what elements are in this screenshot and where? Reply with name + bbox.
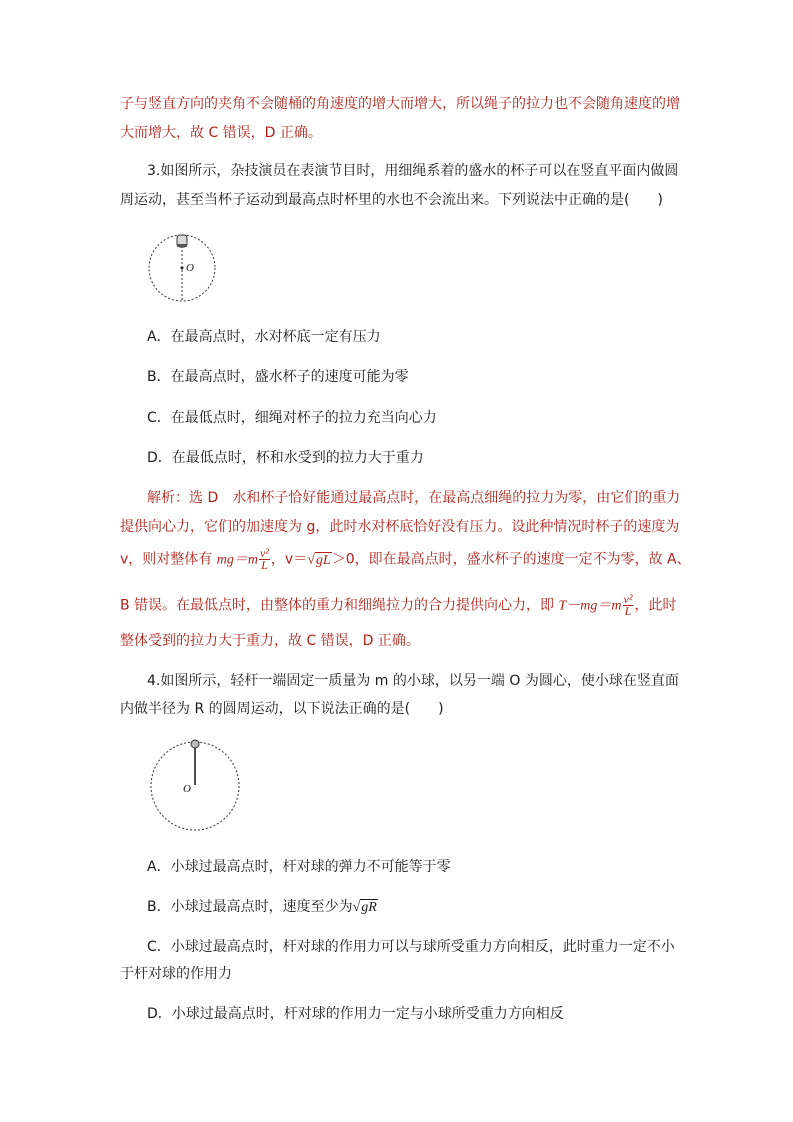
q3-option-a: A．在最高点时，水对杯底一定有压力 — [147, 329, 381, 345]
q4-option-c-line-2: 于杆对球的作用力 — [120, 966, 232, 982]
q4-option-b-text: B．小球过最高点时，速度至少为 — [147, 899, 353, 915]
q4-sqrt-gr: √gR — [352, 900, 377, 915]
q3-analysis-l3-c: ＞0，即在最高点时，盛水杯子的速度一定不为零，故 A、 — [331, 551, 691, 568]
q4-stem-line-2: 内做半径为 R 的圆周运动，以下说法正确的是( ) — [120, 701, 444, 717]
q3-eq2: T－mg＝m — [558, 598, 622, 614]
q3-frac2-numerator: v² — [623, 592, 633, 606]
q3-cup-rim — [177, 244, 187, 247]
q3-sqrt1-radicand: gL — [315, 552, 331, 568]
q3-analysis-line-1: 解析：选 D 水和杯子恰好能通过最高点时，在最高点细绳的拉力为零，由它们的重力 — [147, 490, 681, 506]
q3-analysis-line-2: 提供向心力，它们的加速度为 g，此时水对杯底恰好没有压力。设此种情况时杯子的速度为 — [120, 519, 680, 535]
q3-center-point — [181, 267, 184, 270]
intro-line-2: 大而增大，故 C 错误，D 正确。 — [120, 125, 322, 141]
q3-analysis-l3-b: ，v＝ — [270, 551, 308, 568]
q4-sqrt-radicand: gR — [361, 900, 377, 915]
q3-analysis-l3-a: v，则对整体有 — [120, 551, 217, 568]
q4-stem-line-1: 4.如图所示，轻杆一端固定一质量为 m 的小球，以另一端 O 为圆心，使小球在竖直面 — [147, 673, 679, 689]
q3-analysis-l4-a: B 错误。在最低点时，由整体的重力和细绳拉力的合力提供向心力，即 — [120, 597, 559, 614]
q3-option-b: B．在最高点时，盛水杯子的速度可能为零 — [147, 369, 409, 385]
q4-option-d: D．小球过最高点时，杆对球的作用力一定与小球所受重力方向相反 — [147, 1006, 564, 1022]
q3-fraction-v2-over-l — [259, 548, 270, 571]
q3-option-d: D．在最低点时，杯和水受到的拉力大于重力 — [147, 450, 424, 466]
q4-option-a: A．小球过最高点时，杆对球的弹力不可能等于零 — [147, 859, 451, 875]
q3-frac1-denominator: L — [261, 558, 268, 572]
q3-figure-label-o: O — [186, 262, 194, 274]
q3-frac2-denominator: L — [624, 604, 632, 618]
q3-analysis-line-4 — [120, 594, 676, 617]
intro-line-1: 子与竖直方向的夹角不会随桶的角速度的增大而增大，所以绳子的拉力也不会随角速度的增 — [120, 96, 680, 112]
q3-analysis-line-5: 整体受到的拉力大于重力，故 C 错误，D 正确。 — [120, 633, 420, 649]
q3-analysis-line-3 — [120, 548, 691, 571]
q4-figure-label-o: O — [183, 783, 191, 795]
q3-analysis-l4-b: ，此时 — [634, 597, 677, 614]
q4-figure-rod-and-ball — [148, 738, 244, 834]
q3-stem-line-1: 3.如图所示，杂技演员在表演节目时，用细绳系着的盛水的杯子可以在竖直平面内做圆 — [147, 163, 679, 179]
q3-eq1-lhs: mg＝m — [216, 552, 258, 568]
q3-fraction2-v2-over-l — [623, 594, 634, 617]
q4-option-c-line-1: C．小球过最高点时，杆对球的作用力可以与球所受重力方向相反，此时重力一定不小 — [147, 939, 675, 955]
q4-ball-icon — [191, 740, 199, 748]
q3-figure-circle-with-cup — [145, 230, 225, 310]
q3-frac1-numerator: v² — [259, 546, 269, 560]
q3-stem-line-2: 周运动，甚至当杯子运动到最高点时杯里的水也不会流出来。下列说法中正确的是( ) — [120, 192, 663, 208]
q4-option-b — [147, 897, 378, 918]
q3-option-c: C．在最低点时，细绳对杯子的拉力充当向心力 — [147, 410, 437, 426]
q3-sqrt-gl: √gL — [307, 552, 331, 568]
